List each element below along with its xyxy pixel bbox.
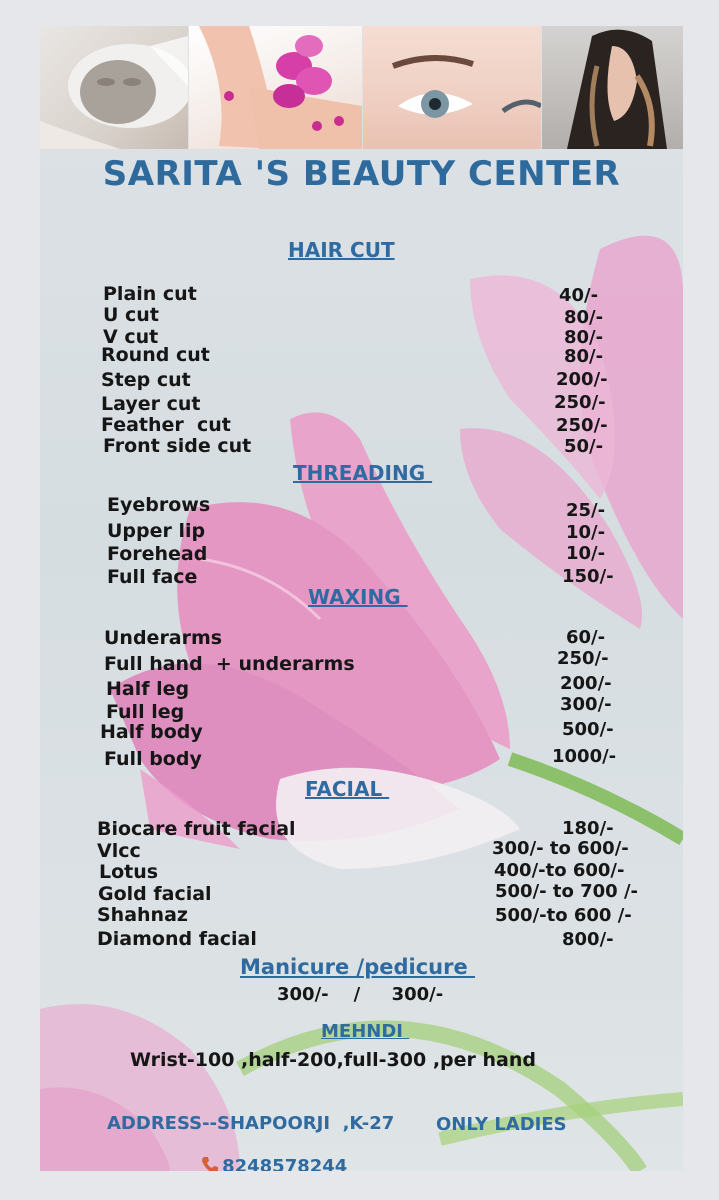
service-name: Step cut bbox=[101, 369, 191, 391]
service-price: 180/- bbox=[562, 818, 614, 839]
hair-cut-heading: HAIR CUT bbox=[288, 238, 395, 262]
only-ladies-text: ONLY LADIES bbox=[436, 1114, 567, 1135]
service-name: Plain cut bbox=[103, 283, 197, 305]
phone-icon bbox=[200, 1155, 220, 1171]
mehndi-heading: MEHNDI bbox=[321, 1021, 410, 1042]
service-name: Biocare fruit facial bbox=[97, 818, 296, 840]
service-price: 200/- bbox=[556, 369, 608, 390]
service-price: 60/- bbox=[566, 627, 606, 648]
service-price: 10/- bbox=[566, 543, 606, 564]
service-name: Underarms bbox=[104, 627, 223, 649]
phone-contact bbox=[175, 1134, 347, 1171]
page-title: SARITA 'S BEAUTY CENTER bbox=[102, 154, 621, 194]
service-name: Full hand + underarms bbox=[104, 653, 355, 675]
service-price: 1000/- bbox=[552, 746, 617, 767]
mehndi-prices: Wrist-100 ,half-200,full-300 ,per hand bbox=[130, 1049, 536, 1071]
service-name: Half leg bbox=[106, 678, 190, 700]
service-name: V cut bbox=[103, 326, 159, 348]
service-price: 25/- bbox=[566, 500, 606, 521]
service-name: Half body bbox=[100, 721, 203, 743]
service-price: 80/- bbox=[564, 346, 604, 367]
eye-makeup-photo bbox=[363, 26, 541, 149]
service-name: Lotus bbox=[99, 861, 159, 883]
service-price: 500/- bbox=[562, 719, 614, 740]
service-price: 400/-to 600/- bbox=[494, 860, 625, 881]
service-price: 500/- to 700 /- bbox=[495, 881, 639, 902]
service-name: Forehead bbox=[107, 543, 208, 565]
service-name: Full leg bbox=[106, 701, 185, 723]
service-name: Full body bbox=[104, 748, 202, 770]
service-price: 10/- bbox=[566, 522, 606, 543]
service-name: Gold facial bbox=[98, 883, 212, 905]
service-name: Diamond facial bbox=[97, 928, 257, 950]
manicure-pedicure-heading: Manicure /pedicure bbox=[240, 955, 476, 979]
service-name: Shahnaz bbox=[97, 904, 188, 926]
service-price: 500/-to 600 /- bbox=[495, 905, 632, 926]
service-name: Layer cut bbox=[101, 393, 201, 415]
service-price: 300/- to 600/- bbox=[492, 838, 629, 859]
service-name: Vlcc bbox=[97, 840, 141, 862]
service-price: 80/- bbox=[564, 327, 604, 348]
service-price: 800/- bbox=[562, 929, 614, 950]
service-price: 40/- bbox=[559, 285, 599, 306]
service-name: Full face bbox=[107, 566, 198, 588]
service-price: 250/- bbox=[556, 415, 608, 436]
layered-hair-photo bbox=[542, 26, 683, 149]
service-price: 250/- bbox=[554, 392, 606, 413]
facial-mask-photo bbox=[40, 26, 188, 149]
service-name: Feather cut bbox=[101, 414, 231, 436]
service-name: U cut bbox=[103, 304, 159, 326]
service-price: 150/- bbox=[562, 566, 614, 587]
facial-heading: FACIAL bbox=[305, 777, 390, 801]
service-price: 50/- bbox=[564, 436, 604, 457]
waxing-heading: WAXING bbox=[308, 585, 408, 609]
address-text: ADDRESS--SHAPOORJI ,K-27 bbox=[107, 1113, 395, 1134]
service-price: 300/- bbox=[560, 694, 612, 715]
service-name: Round cut bbox=[101, 344, 210, 366]
service-price: 80/- bbox=[564, 307, 604, 328]
service-price: 250/- bbox=[557, 648, 609, 669]
menu-poster bbox=[40, 26, 683, 1171]
manicure-pedicure-prices: 300/- / 300/- bbox=[277, 984, 444, 1005]
service-name: Eyebrows bbox=[107, 494, 211, 516]
service-name: Upper lip bbox=[107, 520, 206, 542]
phone-number: 8248578244 bbox=[222, 1156, 348, 1171]
threading-heading: THREADING bbox=[293, 461, 433, 485]
service-name: Front side cut bbox=[103, 435, 252, 457]
manicure-pedicure-photo bbox=[189, 26, 362, 149]
service-price: 200/- bbox=[560, 673, 612, 694]
